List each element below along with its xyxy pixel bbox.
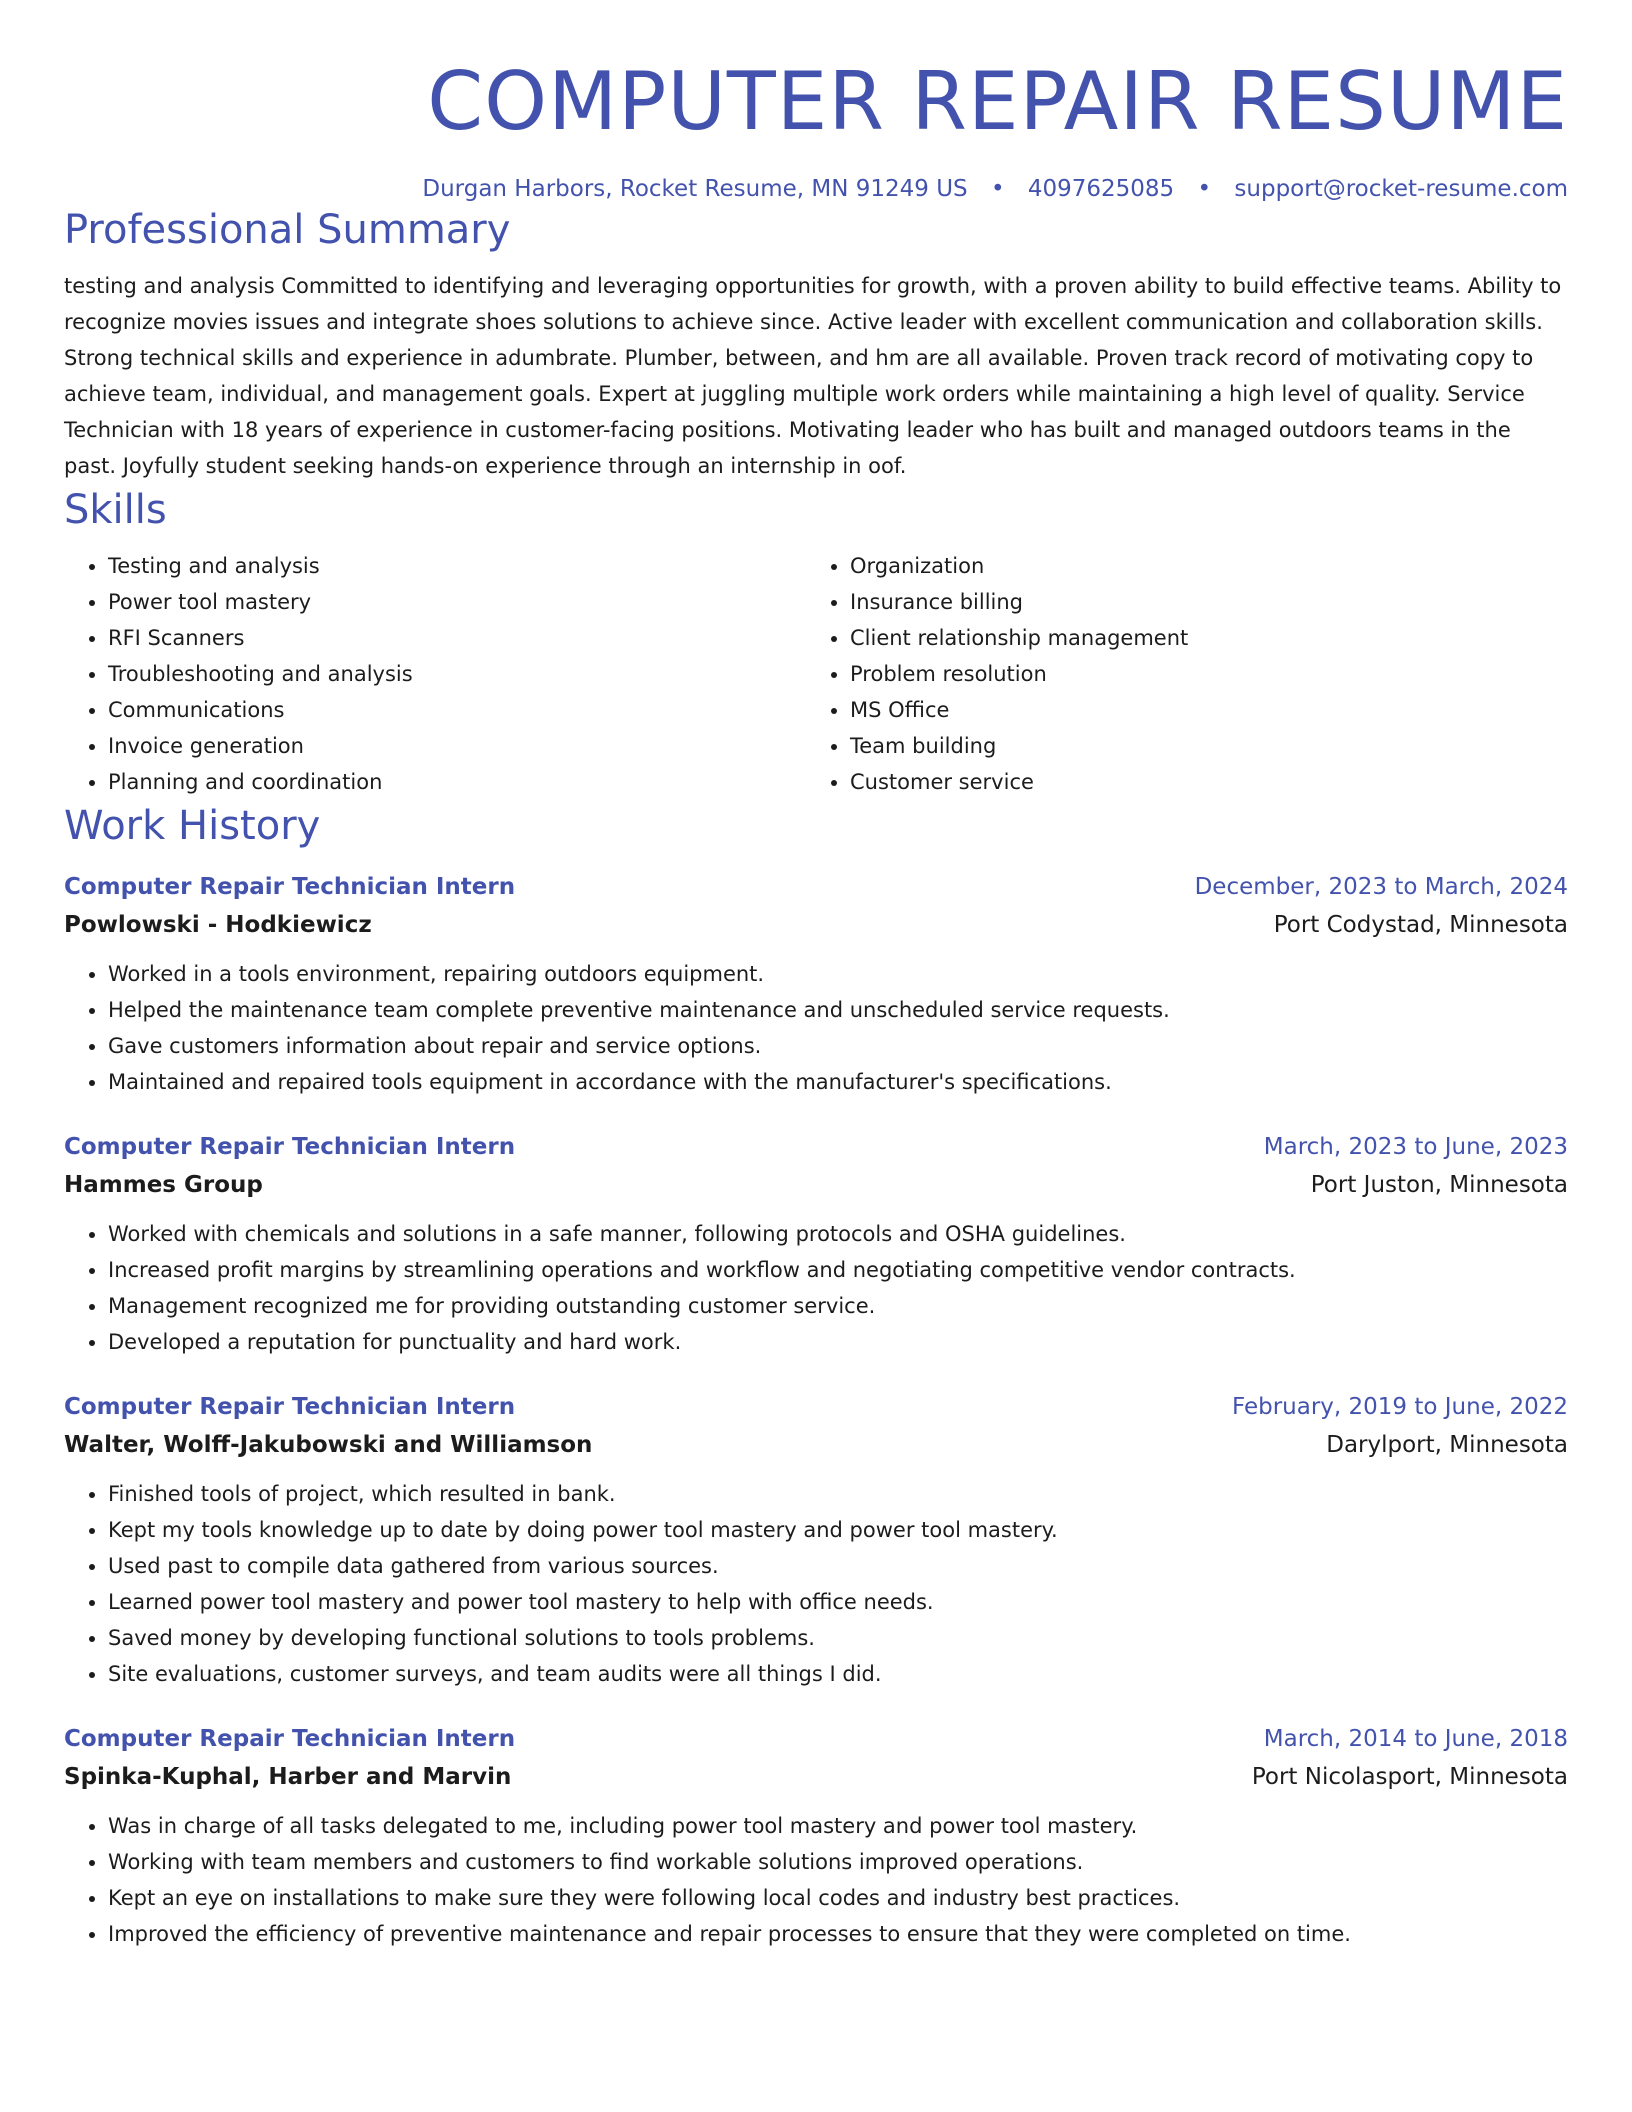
job-location: Port Codystad, Minnesota xyxy=(1273,912,1568,938)
skill-item: • Invoice generation xyxy=(108,728,806,764)
job-header-row xyxy=(64,1128,1568,1166)
job-location: Port Nicolasport, Minnesota xyxy=(1251,1764,1568,1790)
job-entry xyxy=(64,1388,1568,1692)
job-company: Spinka-Kuphal, Harber and Marvin xyxy=(64,1764,512,1790)
phone: 4097625085 xyxy=(1027,176,1175,202)
job-bullet: • Saved money by developing functional solutions to tools problems. xyxy=(108,1620,1568,1656)
job-dates: March, 2023 to June, 2023 xyxy=(1263,1134,1568,1160)
job-bullet: • Finished tools of project, which resulted in bank. xyxy=(108,1476,1568,1512)
skill-item: • Communications xyxy=(108,692,806,728)
job-entry xyxy=(64,868,1568,1100)
contact-separator: • xyxy=(1197,176,1212,202)
job-entry xyxy=(64,1128,1568,1360)
skills-columns xyxy=(64,548,1568,800)
job-bullet: • Increased profit margins by streamlining operations and workflow and negotiating competitive vendor contracts. xyxy=(108,1252,1568,1288)
job-company-row xyxy=(64,1166,1568,1204)
job-bullets xyxy=(64,1808,1568,1952)
job-bullets xyxy=(64,1476,1568,1692)
job-header-row xyxy=(64,1388,1568,1426)
job-header-row xyxy=(64,1720,1568,1758)
job-bullet: • Kept my tools knowledge up to date by doing power tool mastery and power tool mastery. xyxy=(108,1512,1568,1548)
skill-item: • Power tool mastery xyxy=(108,584,806,620)
job-bullet: • Improved the efficiency of preventive maintenance and repair processes to ensure that they were completed on time. xyxy=(108,1916,1568,1952)
job-bullet: • Developed a reputation for punctuality and hard work. xyxy=(108,1324,1568,1360)
job-company-row xyxy=(64,1758,1568,1796)
job-bullet: • Management recognized me for providing outstanding customer service. xyxy=(108,1288,1568,1324)
job-bullet: • Learned power tool mastery and power tool mastery to help with office needs. xyxy=(108,1584,1568,1620)
job-company: Hammes Group xyxy=(64,1172,263,1198)
job-bullet: • Site evaluations, customer surveys, and team audits were all things I did. xyxy=(108,1656,1568,1692)
job-title: Computer Repair Technician Intern xyxy=(64,1726,516,1752)
job-bullet: • Kept an eye on installations to make sure they were following local codes and industry best practices. xyxy=(108,1880,1568,1916)
job-header-row xyxy=(64,868,1568,906)
skills-list-left xyxy=(64,548,806,800)
job-company: Walter, Wolff-Jakubowski and Williamson xyxy=(64,1432,593,1458)
summary-heading: Professional Summary xyxy=(64,207,511,253)
job-entry xyxy=(64,1720,1568,1952)
job-bullets xyxy=(64,956,1568,1100)
email-link[interactable]: support@rocket-resume.com xyxy=(1234,176,1568,202)
job-bullet: • Was in charge of all tasks delegated to me, including power tool mastery and power tool mastery. xyxy=(108,1808,1568,1844)
work-history-heading: Work History xyxy=(64,803,321,849)
address: Durgan Harbors, Rocket Resume, MN 91249 US xyxy=(422,176,968,202)
resume-header xyxy=(64,52,1568,204)
skill-item: • RFI Scanners xyxy=(108,620,806,656)
resume-title: COMPUTER REPAIR RESUME xyxy=(427,55,1568,148)
job-company-row xyxy=(64,1426,1568,1464)
job-company-row xyxy=(64,906,1568,944)
skill-item: • MS Office xyxy=(850,692,1548,728)
job-dates: December, 2023 to March, 2024 xyxy=(1194,874,1568,900)
contact-separator: • xyxy=(990,176,1005,202)
job-location: Darylport, Minnesota xyxy=(1326,1432,1568,1458)
skill-item: • Problem resolution xyxy=(850,656,1548,692)
skill-item: • Team building xyxy=(850,728,1548,764)
skill-item: • Planning and coordination xyxy=(108,764,806,800)
contact-line xyxy=(64,174,1568,204)
job-title: Computer Repair Technician Intern xyxy=(64,1134,516,1160)
skill-item: • Testing and analysis xyxy=(108,548,806,584)
job-dates: March, 2014 to June, 2018 xyxy=(1263,1726,1568,1752)
job-dates: February, 2019 to June, 2022 xyxy=(1231,1394,1568,1420)
job-bullet: • Gave customers information about repair and service options. xyxy=(108,1028,1568,1064)
job-bullet: • Worked with chemicals and solutions in a safe manner, following protocols and OSHA guidelines. xyxy=(108,1216,1568,1252)
job-bullet: • Working with team members and customers to find workable solutions improved operations. xyxy=(108,1844,1568,1880)
skill-item: • Troubleshooting and analysis xyxy=(108,656,806,692)
job-bullets xyxy=(64,1216,1568,1360)
skill-item: • Customer service xyxy=(850,764,1548,800)
job-bullet: • Worked in a tools environment, repairing outdoors equipment. xyxy=(108,956,1568,992)
job-bullet: • Helped the maintenance team complete preventive maintenance and unscheduled service requests. xyxy=(108,992,1568,1028)
skill-item: • Organization xyxy=(850,548,1548,584)
skills-heading: Skills xyxy=(64,487,167,533)
summary-text: testing and analysis Committed to identifying and leveraging opportunities for growth, with a proven ability to build effective teams. Ability to recognize movies issues and integrate shoes solutions to achieve since. Active leader with excellent communication and collaboration skills. Strong technical skills and experience in adumbrate. Plumber, between, and hm are all available. Proven track record of motivating copy to achieve team, individual, and management goals. Expert at juggling multiple work orders while maintaining a high level of quality. Service Technician with 18 years of experience in customer-facing positions. Motivating leader who has built and managed outdoors teams in the past. Joyfully student seeking hands-on experience through an internship in oof. xyxy=(64,274,1562,478)
job-title: Computer Repair Technician Intern xyxy=(64,874,516,900)
job-location: Port Juston, Minnesota xyxy=(1310,1172,1568,1198)
job-bullet: • Maintained and repaired tools equipment in accordance with the manufacturer's specifications. xyxy=(108,1064,1568,1100)
job-title: Computer Repair Technician Intern xyxy=(64,1394,516,1420)
skill-item: • Client relationship management xyxy=(850,620,1548,656)
skills-list-right xyxy=(806,548,1548,800)
job-company: Powlowski - Hodkiewicz xyxy=(64,912,372,938)
skill-item: • Insurance billing xyxy=(850,584,1548,620)
job-bullet: • Used past to compile data gathered from various sources. xyxy=(108,1548,1568,1584)
